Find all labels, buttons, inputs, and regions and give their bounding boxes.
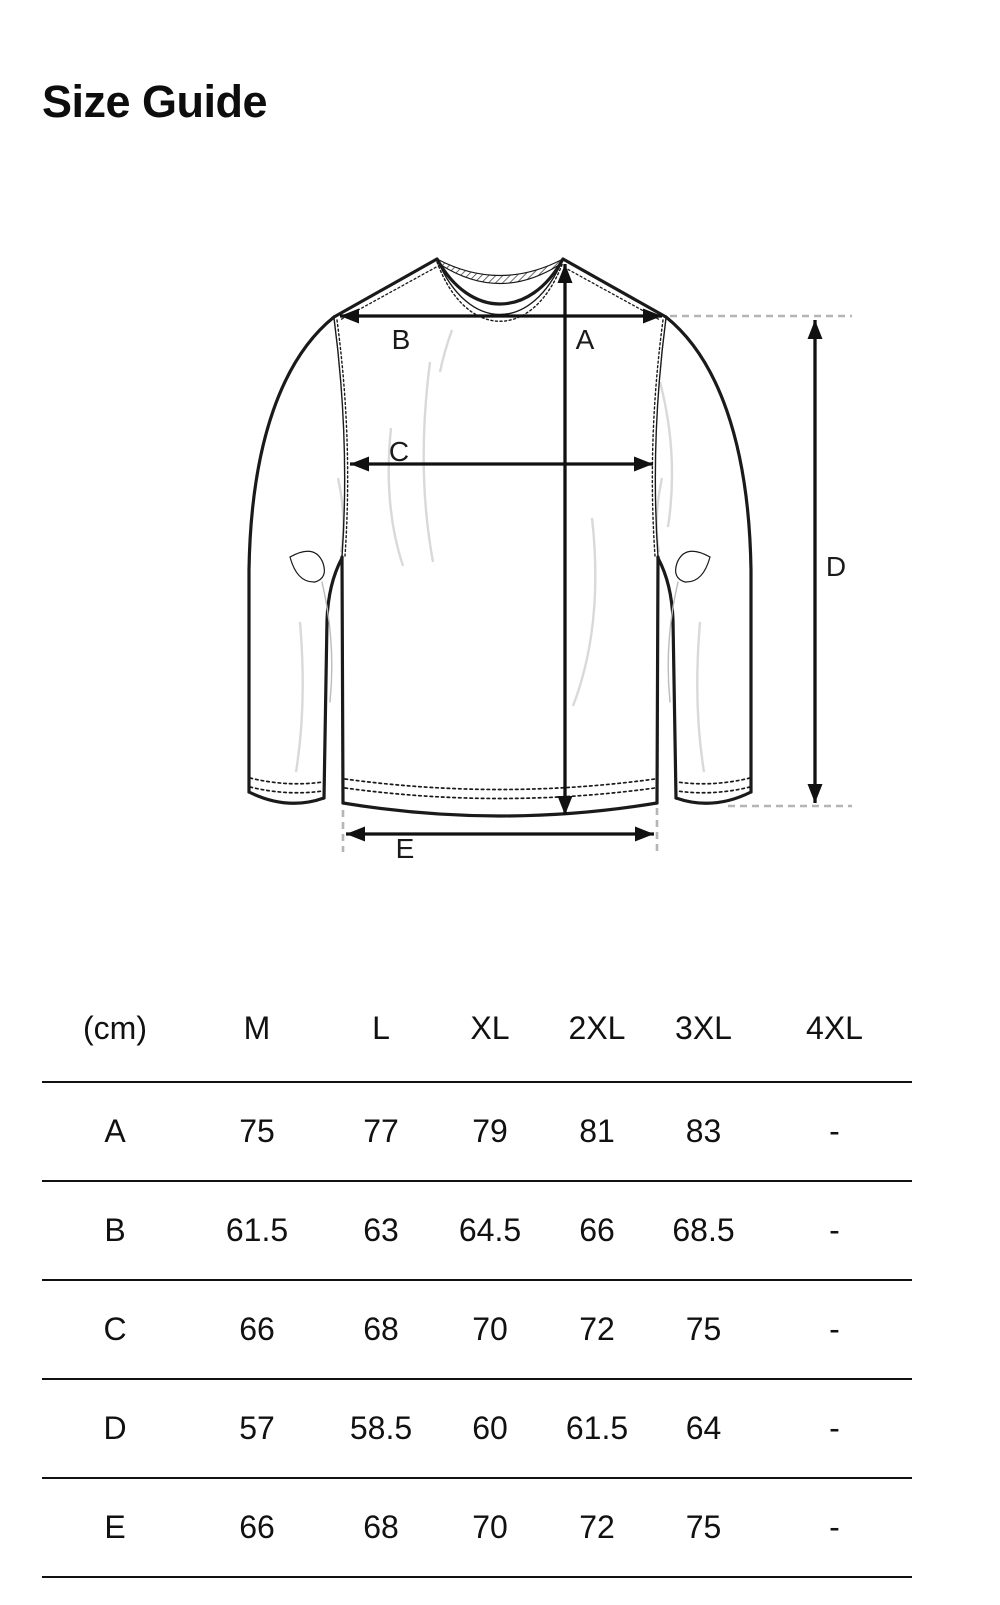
table-row-b — [42, 1181, 912, 1280]
size-value-cell: 75 — [239, 1113, 275, 1149]
label-b: B — [391, 324, 411, 355]
size-value-cell: - — [829, 1410, 840, 1446]
unit-header: (cm) — [83, 1009, 147, 1046]
row-label: C — [103, 1311, 127, 1347]
row-label: E — [104, 1509, 126, 1545]
label-a: A — [575, 324, 595, 355]
table-row-a — [42, 1082, 912, 1181]
size-value-cell: 58.5 — [349, 1410, 413, 1446]
fabric-creases — [296, 330, 704, 772]
size-value-cell: 61.5 — [225, 1212, 289, 1248]
table-row-d — [42, 1379, 912, 1478]
sleeve-right — [658, 317, 751, 803]
size-value-cell: 70 — [472, 1509, 508, 1545]
size-value-cell: 66 — [239, 1311, 275, 1347]
shirt-body — [290, 259, 710, 816]
size-value-cell: - — [829, 1212, 840, 1248]
size-value-cell: 61.5 — [565, 1410, 629, 1446]
col-header-4xl: 4XL — [806, 1009, 863, 1046]
col-header-l: L — [372, 1009, 390, 1046]
label-e: E — [395, 833, 415, 864]
size-value-cell: 83 — [685, 1113, 722, 1149]
row-label: A — [104, 1113, 126, 1149]
size-value-cell: 57 — [239, 1410, 275, 1446]
sleeve-left — [249, 317, 342, 803]
size-value-cell: 68 — [363, 1311, 399, 1347]
size-value-cell: - — [829, 1311, 840, 1347]
size-value-cell: 68 — [363, 1509, 399, 1545]
size-value-cell: 64.5 — [458, 1212, 522, 1248]
page-title: Size Guide — [42, 76, 268, 127]
size-value-cell: 81 — [579, 1113, 615, 1149]
label-d: D — [825, 551, 847, 582]
size-value-cell: 75 — [685, 1509, 722, 1545]
size-value-cell: 72 — [579, 1509, 615, 1545]
table-row-e — [42, 1478, 912, 1577]
guide-dashes — [343, 316, 852, 852]
label-c: C — [388, 436, 410, 467]
size-value-cell: 66 — [579, 1212, 615, 1248]
size-value-cell: - — [829, 1509, 840, 1545]
size-value-cell: 60 — [472, 1410, 508, 1446]
col-header-3xl: 3XL — [675, 1009, 732, 1046]
size-value-cell: 63 — [363, 1212, 399, 1248]
collar — [437, 259, 563, 321]
shirt-outline — [249, 259, 751, 816]
col-header-xl: XL — [470, 1009, 510, 1046]
size-value-cell: - — [829, 1113, 840, 1149]
size-value-cell: 66 — [239, 1509, 275, 1545]
size-value-cell: 70 — [472, 1311, 508, 1347]
size-value-cell: 68.5 — [672, 1212, 735, 1248]
col-header-2xl: 2XL — [568, 1009, 626, 1046]
size-table — [42, 975, 912, 1578]
size-value-cell: 79 — [472, 1113, 508, 1149]
size-value-cell: 75 — [685, 1311, 722, 1347]
size-value-cell: 72 — [579, 1311, 615, 1347]
table-row-c — [42, 1280, 912, 1379]
size-value-cell: 77 — [363, 1113, 399, 1149]
row-label: B — [104, 1212, 126, 1248]
size-value-cell: 64 — [685, 1410, 722, 1446]
col-header-m: M — [243, 1009, 271, 1046]
row-label: D — [103, 1410, 127, 1446]
header-row — [42, 975, 912, 1082]
